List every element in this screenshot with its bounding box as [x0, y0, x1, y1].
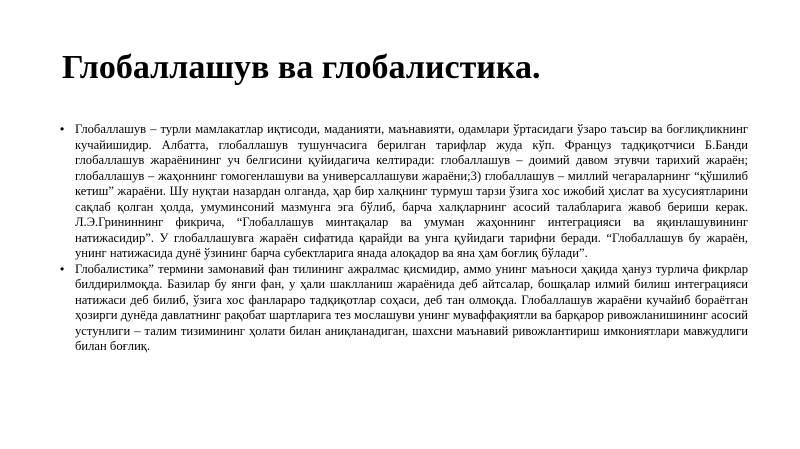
bullet-text: Глобалистика” термини замонавий фан тилининг ажралмас қисмидир, аммо унинг маъноси ҳақида ҳануз турлича фикрлар билдирилмоқда. Базилар бу янги фан, у ҳали шаклланиш жараёнида деб айтсалар, бошқалар илмий билиш интеграцияси натижаси деб билиб, ўзига хос фанлараро тадқиқотлар соҳаси, деб тан олмоқда. Глобаллашув жараёни кучайиб бораётган ҳозирги дунёда давлатнинг рақобат шартларига тез мослашуви унинг муваффақиятли ва барқарор ривожланишининг асосий устунлиги – талим тизимининг ҳолати билан аниқланадиган, шахсни маънавий ривожлантириш имкониятлари мавжудлиги билан боғлиқ. [75, 261, 748, 353]
bullet-dot-icon: • [60, 122, 65, 136]
bullet-item-globalistics [60, 262, 748, 355]
bullet-list [60, 122, 748, 355]
slide-title: Глобаллашув ва глобалистика. [62, 49, 541, 86]
bullet-text: Глобаллашув – турли мамлакатлар иқтисоди, маданияти, маънавияти, одамлари ўртасидаги ўзаро таъсир ва боғлиқликнинг кучайишидир. Албатта, глобаллашув тушунчасига берилган тарифлар жуда кўп. Француз тадқиқотчиси Б.Банди глобаллашув жараёнининг уч белгисини қуйидагича келтиради: глобаллашув – доимий давом этувчи тарихий жараён; глобаллашув – жаҳоннинг гомогенлашуви ва универсаллашуви жараёни;3) глобаллашув – миллий чегараларнинг “қўшилиб кетиш” жараёни. Шу нуқтаи назардан олганда, ҳар бир халқнинг турмуш тарзи ўзига хос ижобий ҳислат ва хусусиятларини сақлаб қолган ҳолда, умуминсоний мазмунга эга бўлиб, барча халқларнинг асосий талабларига жавоб бериши керак. Л.Э.Грининнинг фикрича, “Глобаллашув минтақалар ва умуман жаҳоннинг интеграцияси ва яқинлашувининг натижасидир”. У глобаллашувга жараён сифатида қарайди ва унга қуйидаги тарифни беради. “Глобаллашув бу жараён, унинг натижасида дунё ўзининг барча субектларига янада алоқадор ва яна ҳам боғлиқ бўлади”. [75, 122, 748, 260]
bullet-item-globalization [60, 122, 748, 262]
bullet-dot-icon: • [60, 261, 65, 276]
